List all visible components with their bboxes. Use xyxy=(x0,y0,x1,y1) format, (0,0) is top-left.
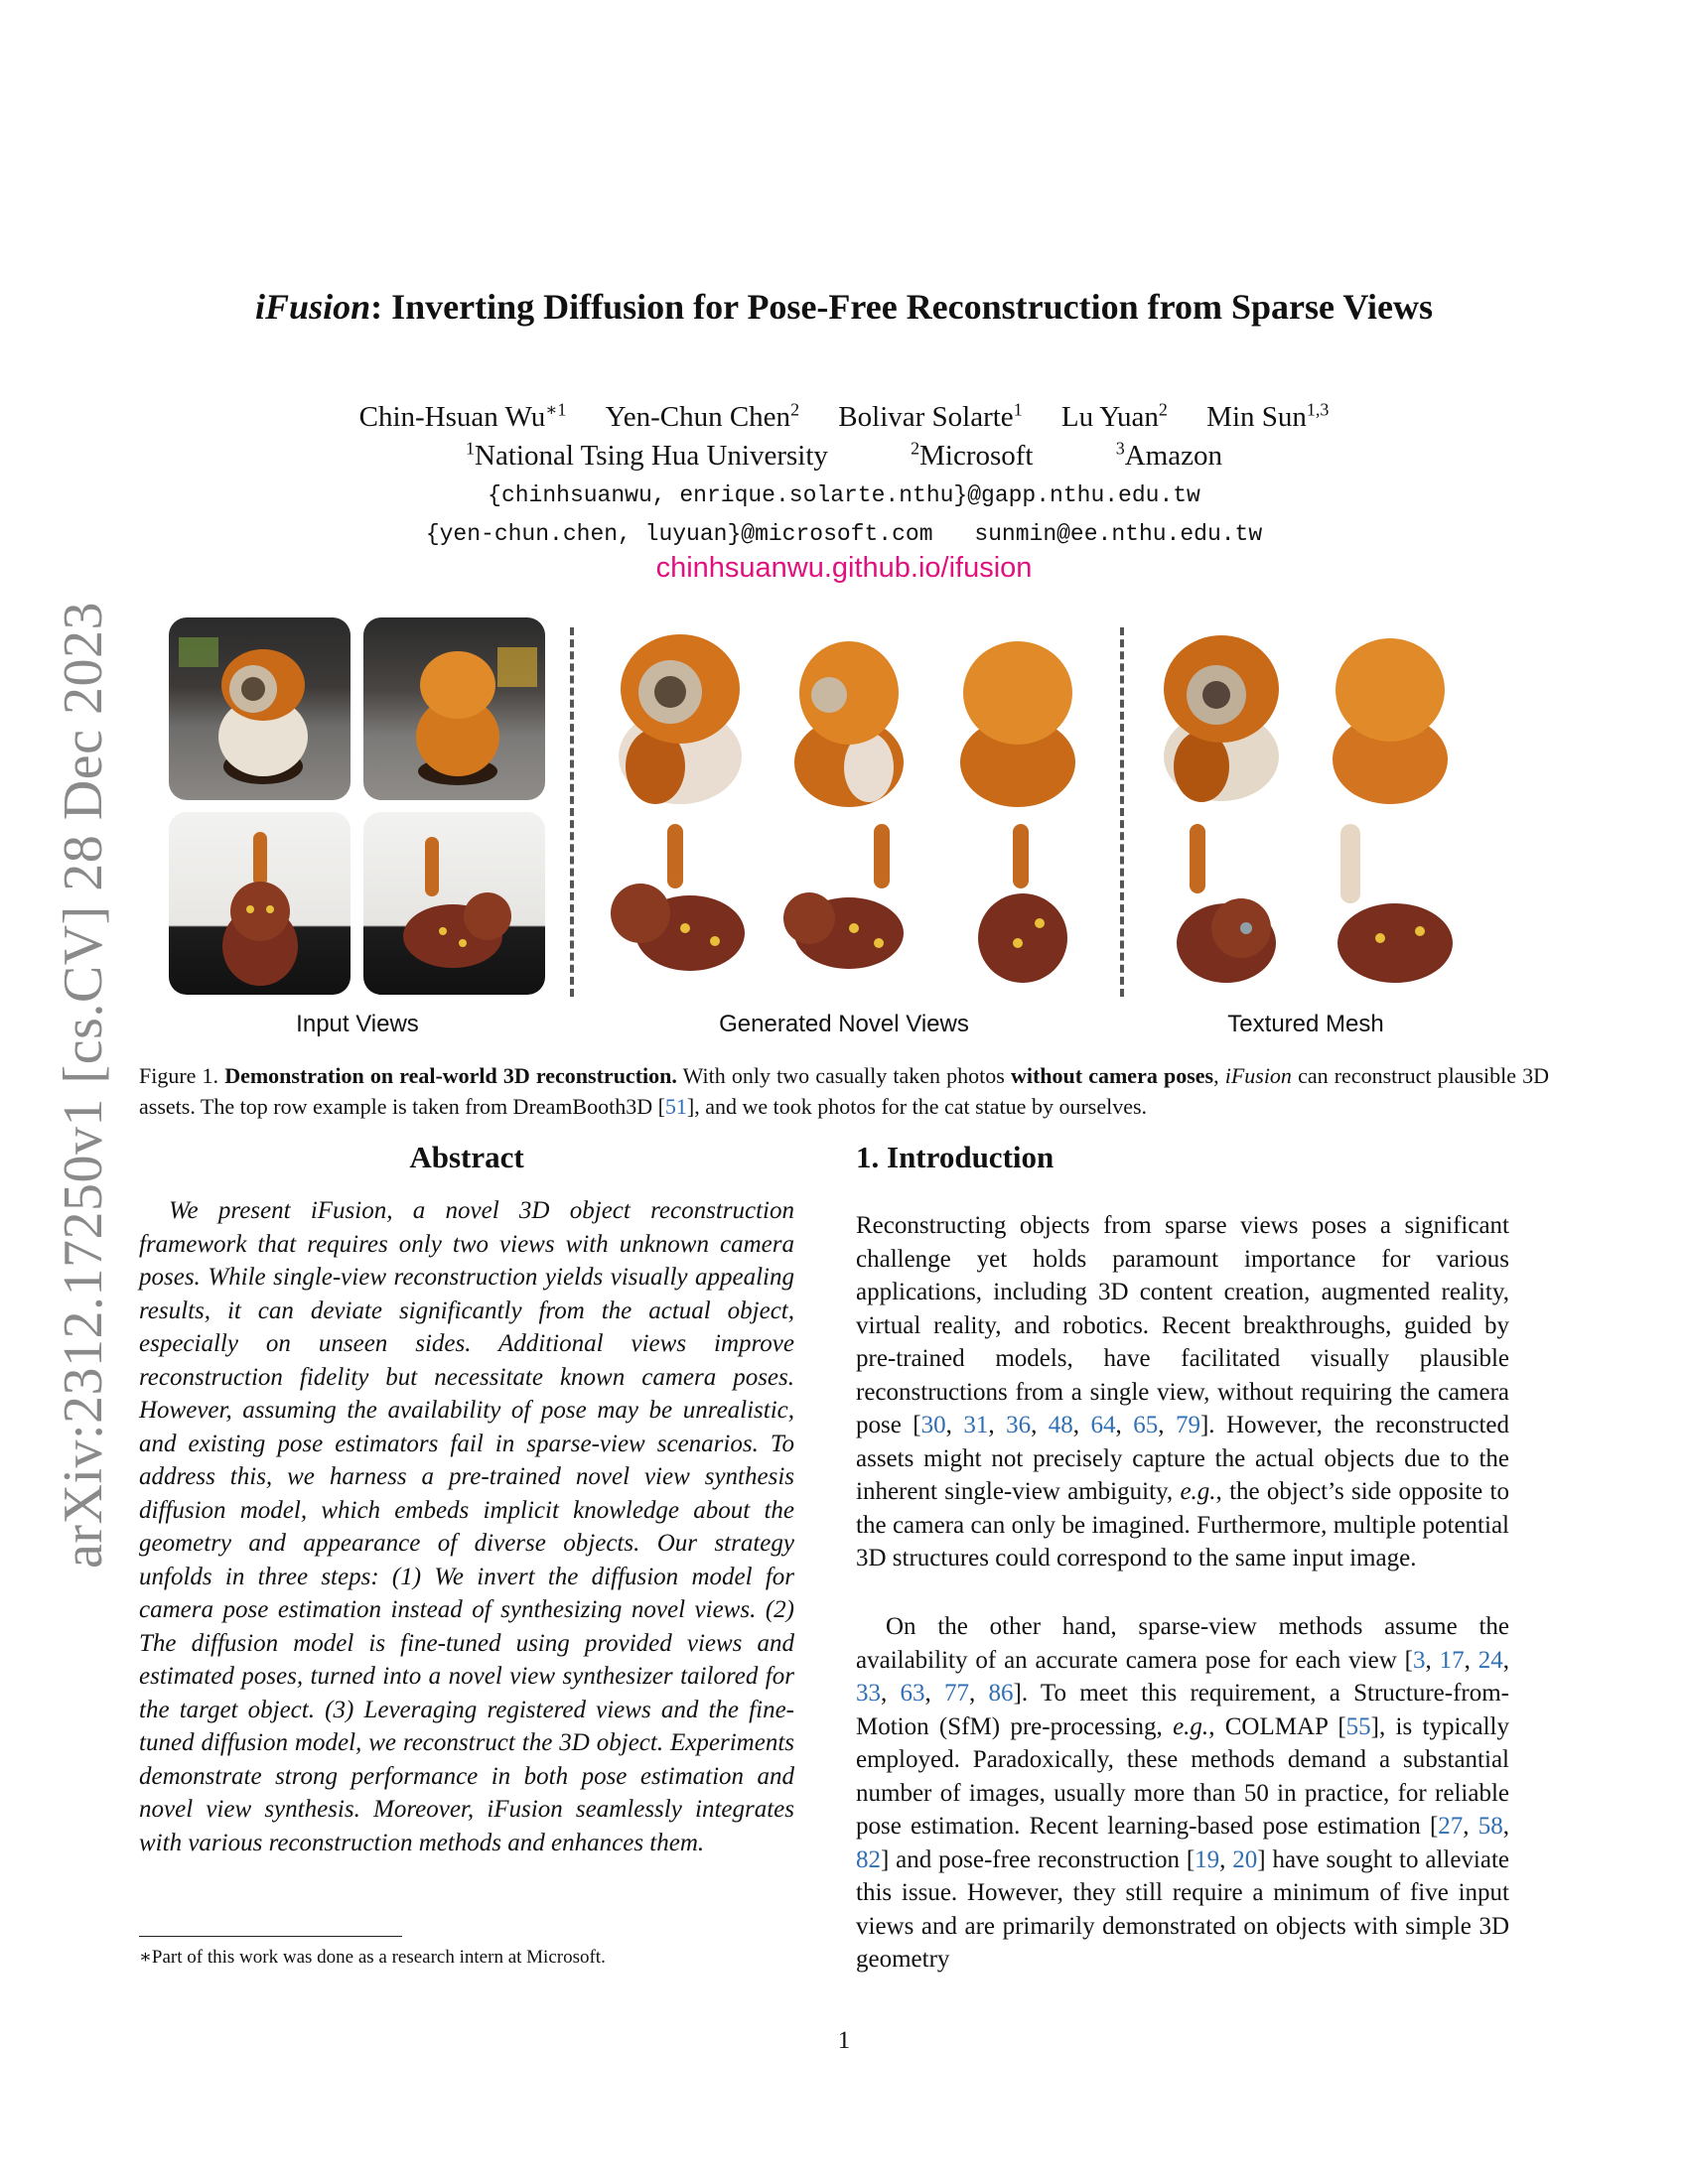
input-photo-owl-front xyxy=(169,617,351,800)
citation-link[interactable]: 55 xyxy=(1345,1712,1371,1740)
arxiv-stamp: arXiv:2312.17250v1 [cs.CV] 28 Dec 2023 xyxy=(53,602,114,1569)
citation-link[interactable]: 82 xyxy=(856,1845,881,1873)
input-photo-owl-back xyxy=(363,617,545,800)
owl-icon xyxy=(169,617,351,800)
mesh-owl-front xyxy=(1142,617,1301,806)
figure-label-mesh: Textured Mesh xyxy=(1227,1011,1384,1037)
page-number: 1 xyxy=(837,2027,851,2054)
author: Lu Yuan$^2$ xyxy=(1060,399,1168,433)
affiliation: $^2$Microsoft xyxy=(911,438,1034,472)
input-photo-cat-side xyxy=(363,812,545,995)
citation-link[interactable]: 79 xyxy=(1175,1412,1200,1438)
email: {yen-chun.chen, luyuan}@microsoft.com xyxy=(425,521,933,547)
affiliation: $^1$National Tsing Hua University xyxy=(466,438,828,472)
mesh-cat-front xyxy=(1142,814,1301,1003)
novel-view-cat-1 xyxy=(596,814,765,1003)
novel-view-owl-1 xyxy=(596,617,765,806)
novel-view-owl-2 xyxy=(774,623,923,812)
citation-link[interactable]: 58 xyxy=(1477,1813,1503,1840)
email: sunmin@ee.nthu.edu.tw xyxy=(974,521,1263,547)
citation-link[interactable]: 17 xyxy=(1439,1646,1465,1674)
abstract-heading: Abstract xyxy=(409,1140,524,1174)
figure-divider-left xyxy=(570,627,574,997)
author: Min Sun$^{1,3}$ xyxy=(1206,399,1330,433)
project-website-link[interactable]: chinhsuanwu.github.io/ifusion xyxy=(655,552,1033,584)
citation-link[interactable]: 36 xyxy=(1006,1412,1032,1438)
affiliation-list xyxy=(0,438,1688,473)
citation-link[interactable]: 51 xyxy=(664,1094,687,1119)
citation-link[interactable]: 31 xyxy=(963,1412,989,1438)
citation-link[interactable]: 19 xyxy=(1195,1845,1220,1873)
citation-link[interactable]: 27 xyxy=(1438,1813,1464,1840)
paper-title xyxy=(0,286,1688,328)
novel-view-owl-3 xyxy=(938,623,1097,812)
author: Chin-Hsuan $Wu^{∗1}$ xyxy=(358,399,567,433)
figure-label-novel: Generated Novel Views xyxy=(719,1011,969,1037)
cat-icon xyxy=(169,812,351,995)
cat-icon xyxy=(363,812,545,995)
email-line-1: {chinhsuanwu, enrique.solarte.nthu}@gapp.nthu.edu.tw xyxy=(488,482,1200,508)
figure-caption: Figure 1. Demonstration on real-world 3D reconstruction. With only two casually taken photos without camera poses, iFusion can reconstruct plausible 3D assets. The top row example is taken from DreamBooth3D [51], and we took photos for the cat statue by ourselves. xyxy=(139,1063,1550,1119)
novel-view-cat-2 xyxy=(774,814,933,1003)
title-italic: iFusion xyxy=(255,287,371,327)
citation-link[interactable]: 24 xyxy=(1477,1646,1503,1674)
abstract-body: We present iFusion, a novel 3D object reconstruction framework that requires only two views with unknown camera poses. While single-view reconstruction yields visually appealing results, it can deviate significantly from the actual object, especially on unseen sides. Additional views improve reconstruction fidelity but necessitate known camera poses. However, assuming the availability of pose may be unrealistic, and existing pose estimators fail in sparse-view scenarios. To address this, we harness a pre-trained novel view synthesis diffusion model, which embeds implicit knowledge about the geometry and appearance of diverse objects. Our strategy unfolds in three steps: (1) We invert the diffusion model for camera pose estimation instead of synthesizing novel views. (2) The diffusion model is fine-tuned using provided views and estimated poses, turned into a novel view synthesizer tailored for the target object. (3) Leveraging registered views and the fine-tuned diffusion model, we reconstruct the 3D object. Experiments demonstrate strong performance in both pose estimation and novel view synthesis. Moreover, iFusion seamlessly integrates with various reconstruction methods and enhances them. xyxy=(139,1197,794,1856)
mesh-owl-back xyxy=(1311,620,1470,809)
citation-link[interactable]: 86 xyxy=(988,1680,1014,1706)
affiliation: $^3$Amazon xyxy=(1115,438,1222,472)
input-photo-cat-front xyxy=(169,812,351,995)
author: Yen-Chun Chen$^2$ xyxy=(605,399,800,433)
introduction-heading: 1. Introduction xyxy=(856,1140,1055,1174)
citation-link[interactable]: 64 xyxy=(1090,1412,1116,1438)
author-list xyxy=(0,399,1688,434)
email-line-2 xyxy=(0,521,1688,547)
figure-label-input: Input Views xyxy=(296,1011,419,1037)
mesh-cat-back xyxy=(1311,814,1470,1003)
citation-link[interactable]: 33 xyxy=(856,1680,881,1706)
footnote-rule xyxy=(139,1936,402,1937)
novel-view-cat-3 xyxy=(948,814,1097,1003)
citation-link[interactable]: 48 xyxy=(1048,1412,1073,1438)
owl-icon xyxy=(363,617,545,800)
citation-link[interactable]: 65 xyxy=(1133,1412,1159,1438)
citation-link[interactable]: 77 xyxy=(944,1680,970,1706)
footnote: ∗Part of this work was done as a research intern at Microsoft. xyxy=(139,1947,606,1968)
intro-paragraph-2: On the other hand, sparse-view methods assume the availability of an accurate camera pose for each view [3, 17, 24, 33, 63, 77, 86]. To meet this requirement, a Structure-from-Motion (SfM) pre-processing, e.g., COLMAP [55], is typically employed. Paradoxically, these methods demand a substantial number of images, usually more than 50 in practice, for reliable pose estimation. Recent learning-based pose estimation [27, 58, 82] and pose-free reconstruction [19, 20] have sought to alleviate this issue. However, they still require a minimum of five input views and are primarily demonstrated on objects with simple 3D geometry xyxy=(856,1613,1510,1973)
intro-paragraph-1: Reconstructing objects from sparse views poses a significant challenge yet holds paramount importance for various applications, including 3D content creation, augmented reality, virtual reality, and robotics. Recent breakthroughs, guided by pre-trained models, have facilitated visually plausible reconstructions from a single view, without requiring the camera pose [30, 31, 36, 48, 64, 65, 79]. However, the reconstructed assets might not precisely capture the actual objects due to the inherent single-view ambiguity, e.g., the object’s side opposite to the camera can only be imagined. Furthermore, multiple potential 3D structures could correspond to the same input image. xyxy=(856,1212,1509,1571)
citation-link[interactable]: 63 xyxy=(900,1680,925,1706)
title-rest: : Inverting Diffusion for Pose-Free Reconstruction from Sparse Views xyxy=(370,287,1433,327)
citation-link[interactable]: 30 xyxy=(920,1412,946,1438)
author: Bolivar Solarte$^1$ xyxy=(838,399,1023,433)
figure-divider-right xyxy=(1120,627,1124,997)
citation-link[interactable]: 3 xyxy=(1412,1646,1426,1674)
citation-link[interactable]: 20 xyxy=(1232,1845,1258,1873)
